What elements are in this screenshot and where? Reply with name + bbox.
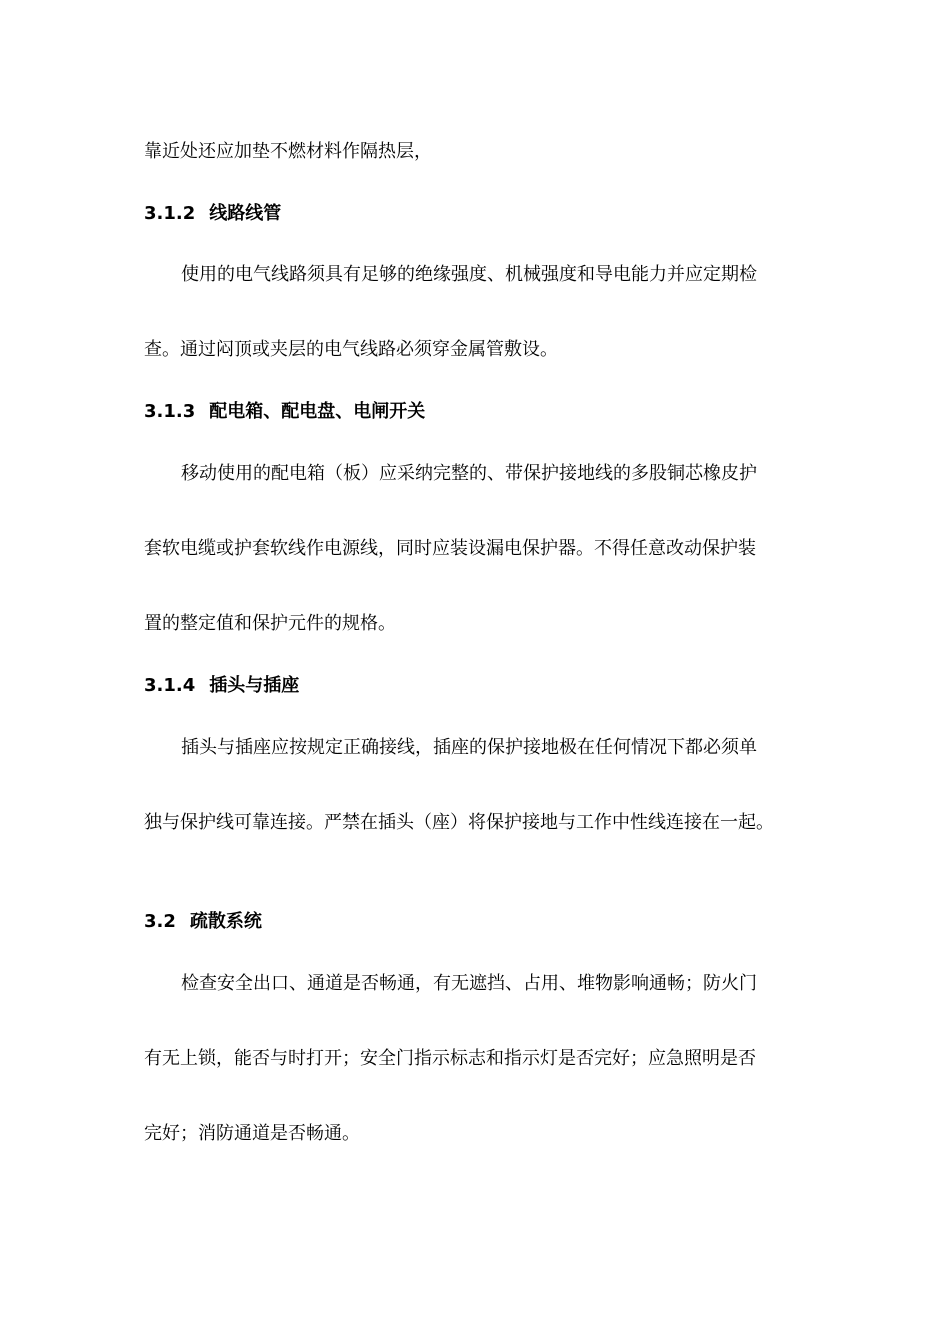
section-heading-3-1-2: [144, 202, 281, 226]
section-number: 3.1.2: [144, 203, 196, 224]
section-title: 配电箱、配电盘、电闸开关: [209, 401, 426, 422]
section-number: 3.1.3: [144, 401, 196, 422]
paragraph-line: 使用的电气线路须具有足够的绝缘强度、机械强度和导电能力并应定期检: [181, 264, 757, 285]
section-title: 疏散系统: [189, 911, 262, 932]
section-number: 3.1.4: [144, 675, 196, 696]
paragraph-line: 有无上锁，能否与时打开；安全门指示标志和指示灯是否完好；应急照明是否: [144, 1048, 756, 1069]
section-title: 插头与插座: [209, 675, 300, 696]
section-heading-3-1-3: [144, 400, 425, 424]
section-number: 3.2: [144, 911, 176, 932]
paragraph-line: 靠近处还应加垫不燃材料作隔热层，: [144, 141, 432, 162]
paragraph-line: 插头与插座应按规定正确接线，插座的保护接地极在任何情况下都必须单: [181, 737, 757, 758]
section-title: 线路线管: [209, 203, 282, 224]
paragraph-line: 套软电缆或护套软线作电源线，同时应装设漏电保护器。不得任意改动保护装: [144, 538, 756, 559]
paragraph-line: 完好；消防通道是否畅通。: [144, 1123, 360, 1144]
section-heading-3-1-4: [144, 674, 299, 698]
paragraph-line: 检查安全出口、通道是否畅通，有无遮挡、占用、堆物影响通畅；防火门: [181, 973, 757, 994]
section-heading-3-2: [144, 910, 262, 934]
paragraph-line: 置的整定值和保护元件的规格。: [144, 613, 396, 634]
paragraph-line: 独与保护线可靠连接。严禁在插头（座）将保护接地与工作中性线连接在一起。: [144, 812, 774, 833]
paragraph-line: 查。通过闷顶或夹层的电气线路必须穿金属管敷设。: [144, 339, 558, 360]
paragraph-line: 移动使用的配电箱（板）应采纳完整的、带保护接地线的多股铜芯橡皮护: [181, 463, 757, 484]
